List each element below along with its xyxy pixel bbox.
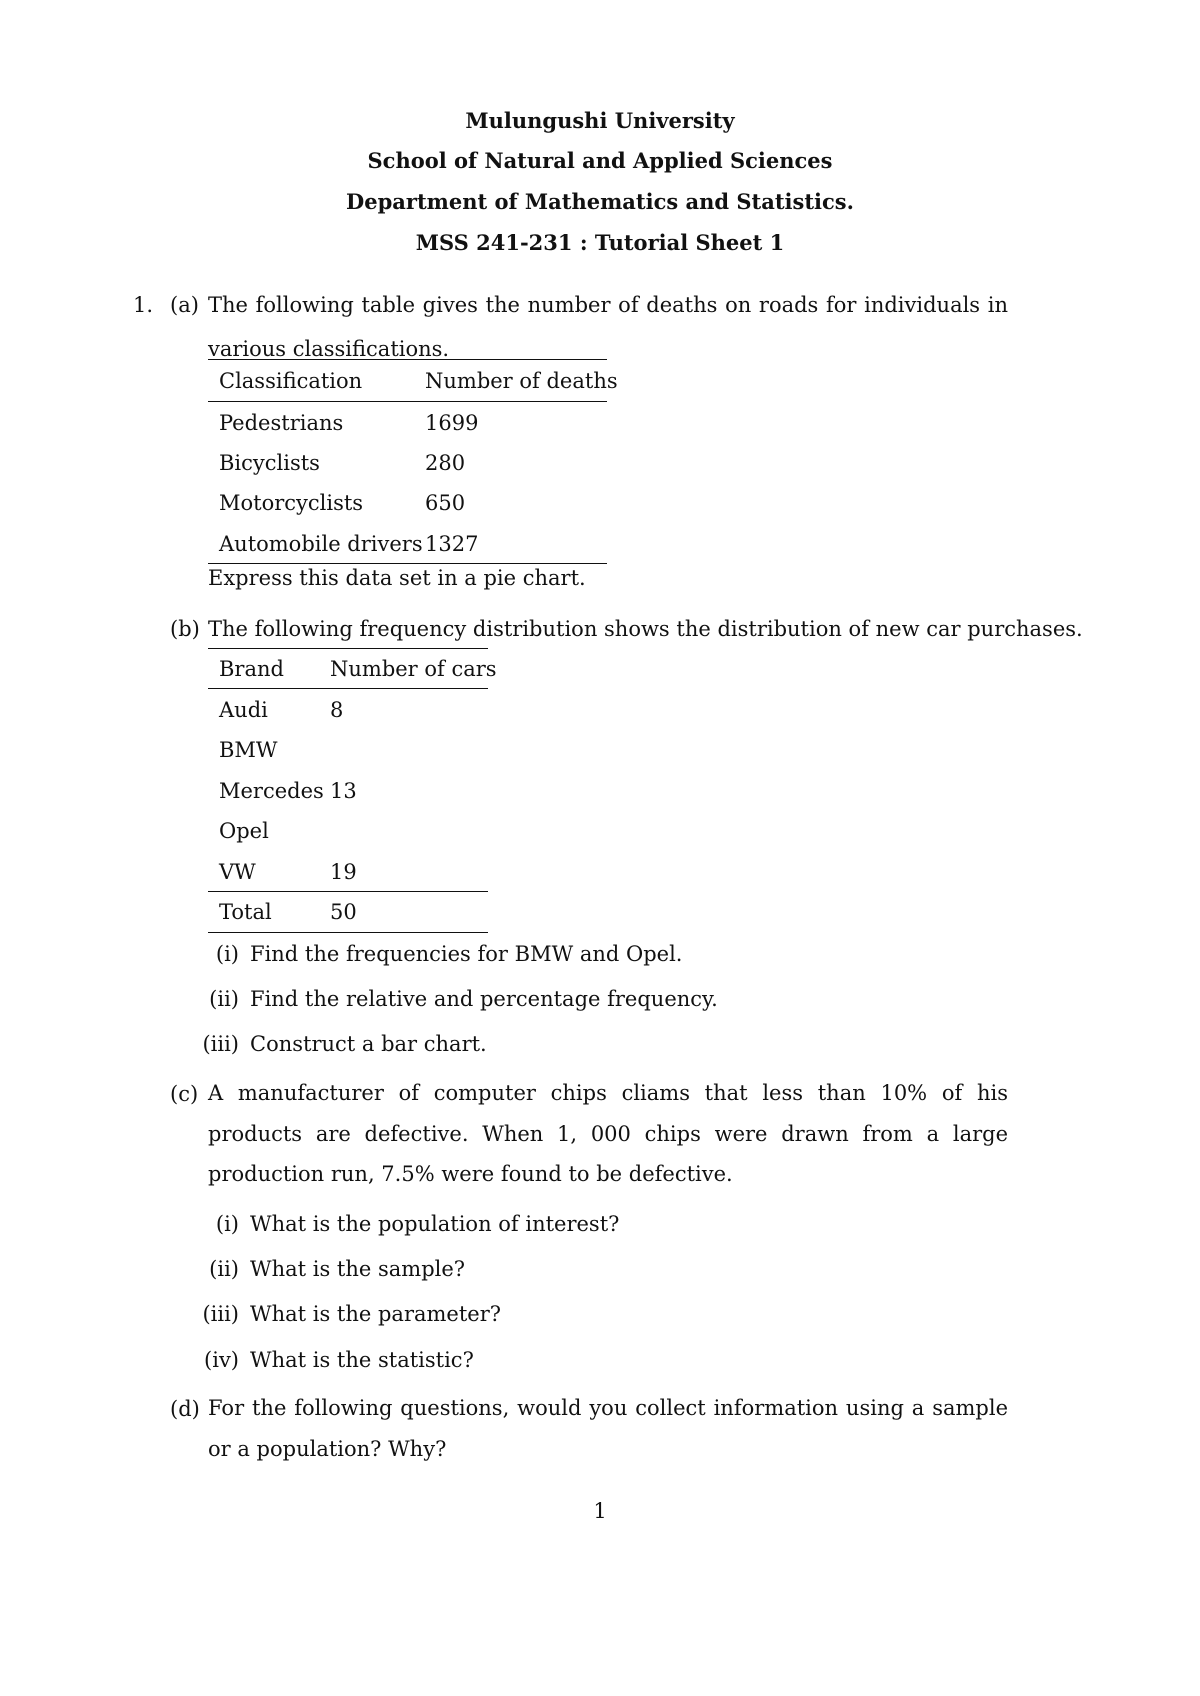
- question-number: 1.: [133, 293, 154, 317]
- table-cell: Motorcyclists: [219, 491, 364, 515]
- table-cell: 1327: [425, 532, 479, 556]
- subitem-text: What is the sample?: [250, 1257, 466, 1281]
- table-cell: Mercedes: [219, 779, 324, 803]
- table-cell: 13: [330, 779, 357, 803]
- table-cell: Audi: [219, 698, 268, 722]
- course-title: MSS 241-231 : Tutorial Sheet 1: [415, 230, 785, 255]
- table-cell: VW: [219, 860, 256, 884]
- table-cell: 650: [425, 491, 466, 515]
- table-cell: Pedestrians: [219, 411, 344, 435]
- table-cell: 19: [330, 860, 357, 884]
- table-bottom-rule: [208, 563, 607, 564]
- table-cell: Opel: [219, 819, 269, 843]
- table-total-rule: [208, 891, 488, 892]
- part-a-label: (a): [170, 293, 199, 317]
- subitem-label: (ii): [209, 1257, 239, 1281]
- subitem-text: Find the frequencies for BMW and Opel.: [250, 942, 683, 966]
- part-c-text: A manufacturer of computer chips cliams that less than 10% of his products are defective. When 1, 000 chips were drawn from a large production run, 7.5% were found to be defective.: [208, 1081, 1008, 1186]
- school-title: School of Natural and Applied Sciences: [367, 148, 833, 173]
- table-cell: BMW: [219, 738, 278, 762]
- part-a-text: The following table gives the number of deaths on roads for individuals in various classifications.: [208, 293, 1008, 361]
- table-header-rule: [208, 401, 607, 402]
- table-header-brand: Brand: [219, 657, 284, 681]
- subitem-label: (iii): [202, 1302, 239, 1326]
- part-d-label: (d): [170, 1397, 200, 1421]
- subitem-label: (i): [215, 942, 239, 966]
- table-cell: 280: [425, 451, 466, 475]
- table-cell: 8: [330, 698, 344, 722]
- table-bottom-rule: [208, 932, 488, 933]
- table-top-rule: [208, 648, 488, 649]
- table-cell: Bicyclists: [219, 451, 320, 475]
- part-c-label: (c): [170, 1082, 199, 1106]
- subitem-label: (i): [215, 1212, 239, 1236]
- table-total-label: Total: [219, 900, 272, 924]
- subitem-text: What is the population of interest?: [250, 1212, 620, 1236]
- part-d-text: For the following questions, would you collect information using a sample or a population? Why?: [208, 1396, 1008, 1461]
- subitem-text: Construct a bar chart.: [250, 1032, 487, 1056]
- subitem-text: What is the parameter?: [250, 1302, 502, 1326]
- subitem-label: (ii): [209, 987, 239, 1011]
- subitem-label: (iv): [204, 1348, 239, 1372]
- table-cell: Automobile drivers: [219, 532, 423, 556]
- table-header-deaths: Number of deaths: [425, 369, 618, 393]
- subitem-text: What is the statistic?: [250, 1348, 474, 1372]
- table-top-rule: [208, 359, 607, 360]
- table-cell: 1699: [425, 411, 479, 435]
- department-title: Department of Mathematics and Statistics.: [346, 189, 854, 214]
- part-a-instruction: Express this data set in a pie chart.: [208, 566, 586, 590]
- subitem-label: (iii): [202, 1032, 239, 1056]
- part-b-label: (b): [170, 617, 200, 641]
- table-header-cars: Number of cars: [330, 657, 497, 681]
- table-header-classification: Classification: [219, 369, 363, 393]
- part-b-text: The following frequency distribution shows the distribution of new car purchases.: [208, 617, 1083, 641]
- table-total-value: 50: [330, 900, 357, 924]
- university-title: Mulungushi University: [465, 108, 735, 133]
- table-header-rule: [208, 688, 488, 689]
- subitem-text: Find the relative and percentage frequency.: [250, 987, 718, 1011]
- page-number: 1: [593, 1499, 607, 1523]
